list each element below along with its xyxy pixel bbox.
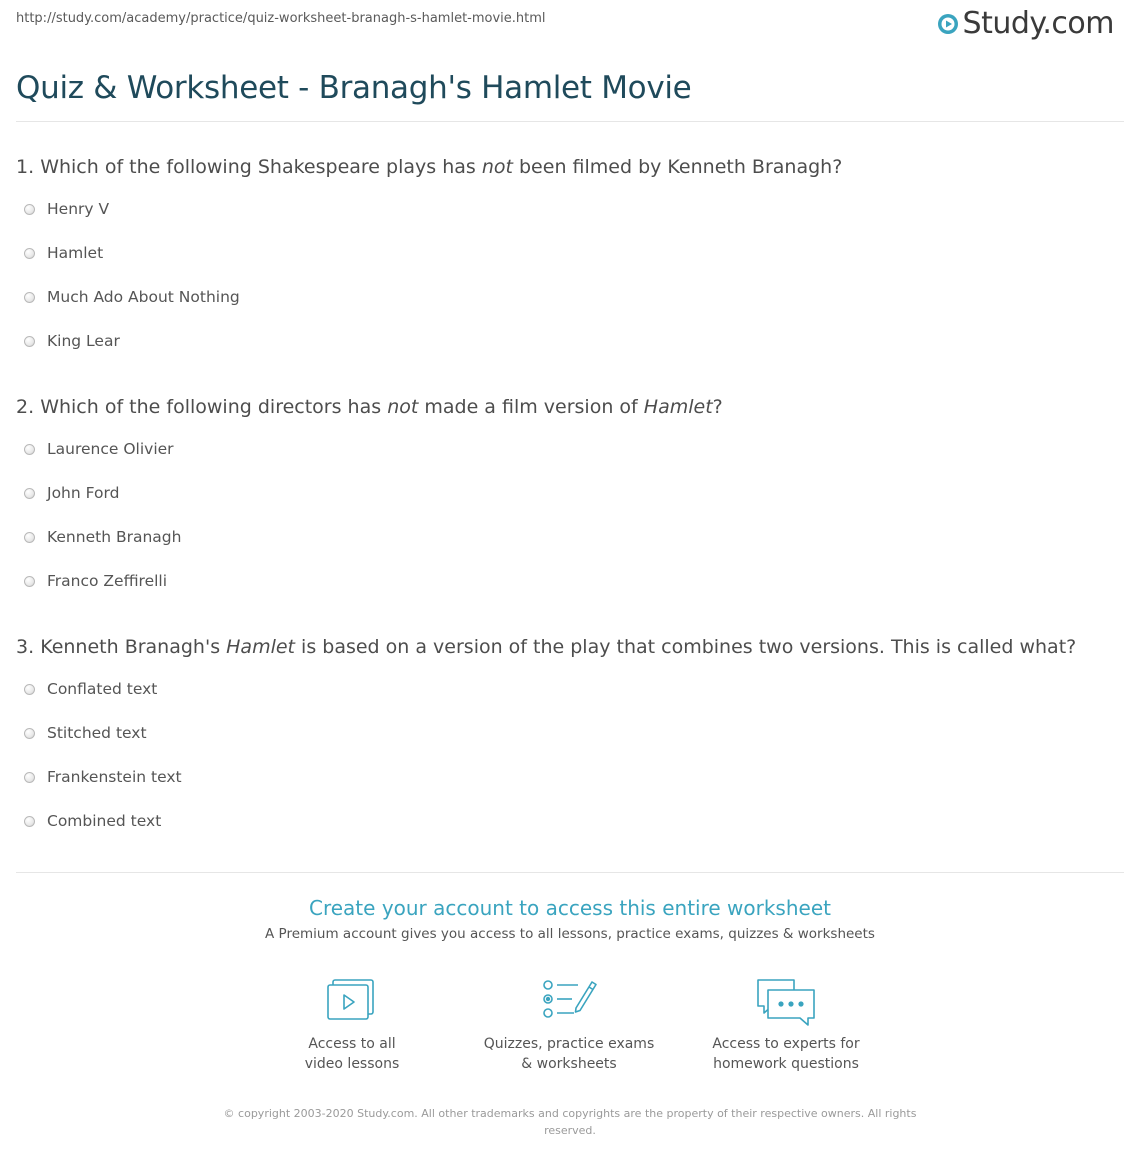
question-emphasis: not	[481, 156, 513, 178]
feature-label-line: Access to experts for	[712, 1036, 860, 1052]
option-label: Much Ado About Nothing	[47, 288, 240, 306]
copyright-footer	[215, 1105, 925, 1139]
chat-bubbles-icon	[754, 976, 818, 1028]
radio-button[interactable]	[24, 576, 35, 587]
page-url: http://study.com/academy/practice/quiz-worksheet-branagh-s-hamlet-movie.html	[16, 11, 546, 26]
radio-button[interactable]	[24, 204, 35, 215]
feature-label-line: & worksheets	[521, 1056, 617, 1072]
feature-label	[696, 1034, 876, 1074]
answer-option[interactable]	[24, 572, 167, 590]
logo-text: Study.com	[962, 6, 1114, 41]
question-number: 3.	[16, 636, 35, 658]
question-1	[16, 156, 842, 178]
feature-label-line: homework questions	[713, 1056, 859, 1072]
answer-option[interactable]	[24, 440, 174, 458]
page-title: Quiz & Worksheet - Branagh's Hamlet Movie	[16, 70, 692, 106]
radio-button[interactable]	[24, 532, 35, 543]
feature-quizzes	[479, 976, 659, 1074]
radio-button[interactable]	[24, 772, 35, 783]
question-2	[16, 396, 723, 418]
video-lessons-icon	[325, 976, 379, 1022]
question-text: is based on a version of the play that combines two versions. This is called what?	[301, 636, 1077, 658]
section-divider	[16, 872, 1124, 873]
answer-option[interactable]	[24, 244, 103, 262]
answer-option[interactable]	[24, 484, 119, 502]
option-label: Franco Zeffirelli	[47, 572, 168, 590]
feature-label	[262, 1034, 442, 1074]
option-label: Conflated text	[47, 680, 158, 698]
question-emphasis: Hamlet	[226, 636, 295, 658]
question-text: been filmed by Kenneth Branagh?	[519, 156, 843, 178]
answer-option[interactable]	[24, 680, 157, 698]
question-number: 1.	[16, 156, 35, 178]
copyright-text: reserved.	[544, 1124, 596, 1137]
radio-button[interactable]	[24, 292, 35, 303]
feature-experts	[696, 976, 876, 1074]
question-text: Kenneth Branagh's	[40, 636, 221, 658]
option-label: Kenneth Branagh	[47, 528, 182, 546]
radio-button[interactable]	[24, 728, 35, 739]
question-text: Which of the following Shakespeare plays has	[40, 156, 476, 178]
question-text: ?	[712, 396, 723, 418]
option-label: Laurence Olivier	[47, 440, 174, 458]
option-label: Stitched text	[47, 724, 147, 742]
copyright-text: © copyright 2003-2020 Study.com. All other trademarks and copyrights are the property of their respective owners. All rights	[223, 1107, 917, 1120]
question-3	[16, 636, 1076, 658]
option-label: Combined text	[47, 812, 162, 830]
option-label: Frankenstein text	[47, 768, 182, 786]
question-text: Which of the following directors has	[40, 396, 382, 418]
answer-option[interactable]	[24, 200, 109, 218]
answer-option[interactable]	[24, 528, 181, 546]
premium-description: A Premium account gives you access to all lessons, practice exams, quizzes & worksheets	[265, 926, 875, 942]
option-label: King Lear	[47, 332, 120, 350]
feature-video-lessons	[262, 976, 442, 1074]
answer-option[interactable]	[24, 332, 120, 350]
feature-label	[479, 1034, 659, 1074]
answer-option[interactable]	[24, 812, 161, 830]
radio-button[interactable]	[24, 488, 35, 499]
radio-button[interactable]	[24, 684, 35, 695]
feature-label-line: Access to all	[308, 1036, 396, 1052]
answer-option[interactable]	[24, 724, 147, 742]
question-emphasis: not	[387, 396, 419, 418]
question-text: made a film version of	[424, 396, 638, 418]
feature-label-line: video lessons	[304, 1056, 400, 1072]
create-account-link[interactable]: Create your account to access this entire worksheet	[309, 896, 831, 920]
play-logo-icon	[937, 13, 959, 35]
radio-button[interactable]	[24, 816, 35, 827]
radio-button[interactable]	[24, 336, 35, 347]
question-number: 2.	[16, 396, 35, 418]
answer-option[interactable]	[24, 288, 240, 306]
header-divider	[16, 121, 1124, 122]
question-emphasis: Hamlet	[643, 396, 713, 418]
quiz-checklist-icon	[540, 976, 598, 1022]
study-logo[interactable]	[937, 6, 1114, 41]
feature-label-line: Quizzes, practice exams	[483, 1036, 655, 1052]
option-label: Hamlet	[47, 244, 104, 262]
option-label: Henry V	[47, 200, 110, 218]
answer-option[interactable]	[24, 768, 182, 786]
radio-button[interactable]	[24, 444, 35, 455]
radio-button[interactable]	[24, 248, 35, 259]
option-label: John Ford	[47, 484, 120, 502]
